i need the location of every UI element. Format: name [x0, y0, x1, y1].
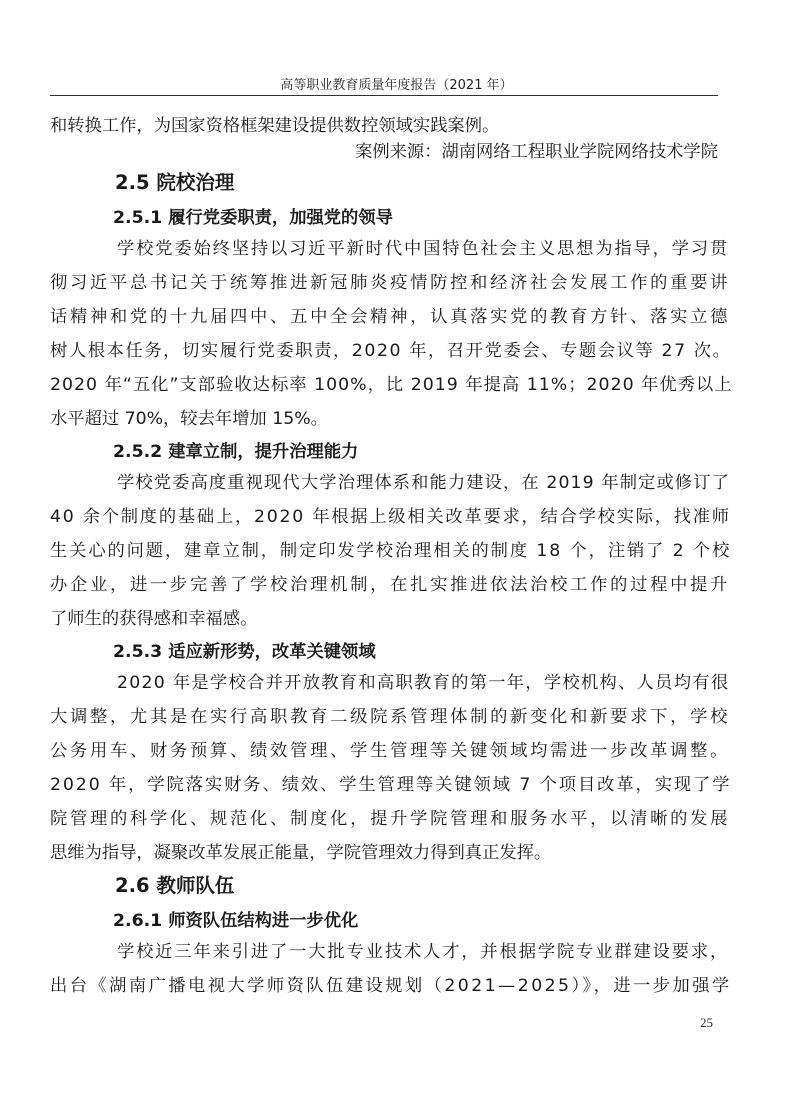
paragraph-line: 2020 年“五化”支部验收达标率 100%，比 2019 年提高 11%；2020 年优秀以上 — [50, 375, 733, 395]
subsection-heading: 2.6.1 师资队伍结构进一步优化 — [113, 911, 359, 931]
subsection-heading: 2.5.1 履行党委职责，加强党的领导 — [113, 208, 393, 228]
header-rule — [50, 95, 718, 96]
paragraph-line: 彻习近平总书记关于统筹推进新冠肺炎疫情防控和经济社会发展工作的重要讲 — [50, 273, 731, 293]
section-heading: 2.6 教师队伍 — [115, 874, 235, 897]
paragraph-line: 2020 年是学校合并开放教育和高职教育的第一年，学校机构、人员均有很 — [117, 673, 730, 693]
paragraph-line: 学校党委始终坚持以习近平新时代中国特色社会主义思想为指导，学习贯 — [117, 239, 730, 259]
paragraph-line: 和转换工作，为国家资格框架建设提供数控领域实践案例。 — [50, 116, 500, 136]
paragraph-line: 树人根本任务，切实履行党委职责，2020 年，召开党委会、专题会议等 27 次。 — [50, 341, 732, 361]
paragraph-line: 出台《湖南广播电视大学师资队伍建设规划（2021—2025）》，进一步加强学 — [50, 976, 732, 996]
paragraph-line: 大调整，尤其是在实行高职教育二级院系管理体制的新变化和新要求下，学校 — [50, 707, 731, 727]
paragraph-line: 思维为指导，凝聚改革发展正能量，学院管理效力得到真正发挥。 — [50, 843, 552, 863]
section-heading: 2.5 院校治理 — [115, 171, 235, 194]
paragraph-line: 水平超过 70%，较去年增加 15%。 — [50, 409, 328, 429]
paragraph-line: 了师生的获得感和幸福感。 — [50, 609, 258, 629]
paragraph-line: 40 余个制度的基础上，2020 年根据上级相关改革要求，结合学校实际，找准师 — [50, 507, 731, 527]
page-number: 25 — [700, 1015, 713, 1030]
case-source: 案例来源：湖南网络工程职业学院网络技术学院 — [355, 142, 718, 162]
paragraph-line: 办企业，进一步完善了学校治理机制，在扎实推进依法治校工作的过程中提升 — [50, 575, 731, 595]
paragraph-line: 学校党委高度重视现代大学治理体系和能力建设，在 2019 年制定或修订了 — [117, 473, 731, 493]
subsection-heading: 2.5.3 适应新形势，改革关键领域 — [113, 642, 376, 662]
paragraph-line: 2020 年，学院落实财务、绩效、学生管理等关键领域 7 个项目改革，实现了学 — [50, 775, 732, 795]
paragraph-line: 院管理的科学化、规范化、制度化，提升学院管理和服务水平，以清晰的发展 — [50, 809, 731, 829]
running-header: 高等职业教育质量年度报告（2021 年） — [280, 78, 513, 93]
paragraph-line: 话精神和党的十九届四中、五中全会精神，认真落实党的教育方针、落实立德 — [50, 307, 731, 327]
paragraph-line: 公务用车、财务预算、绩效管理、学生管理等关键领域均需进一步改革调整。 — [50, 741, 731, 761]
paragraph-line: 学校近三年来引进了一大批专业技术人才，并根据学院专业群建设要求， — [117, 942, 730, 962]
subsection-heading: 2.5.2 建章立制，提升治理能力 — [113, 442, 359, 462]
paragraph-line: 生关心的问题，建章立制，制定印发学校治理相关的制度 18 个，注销了 2 个校 — [50, 541, 732, 561]
